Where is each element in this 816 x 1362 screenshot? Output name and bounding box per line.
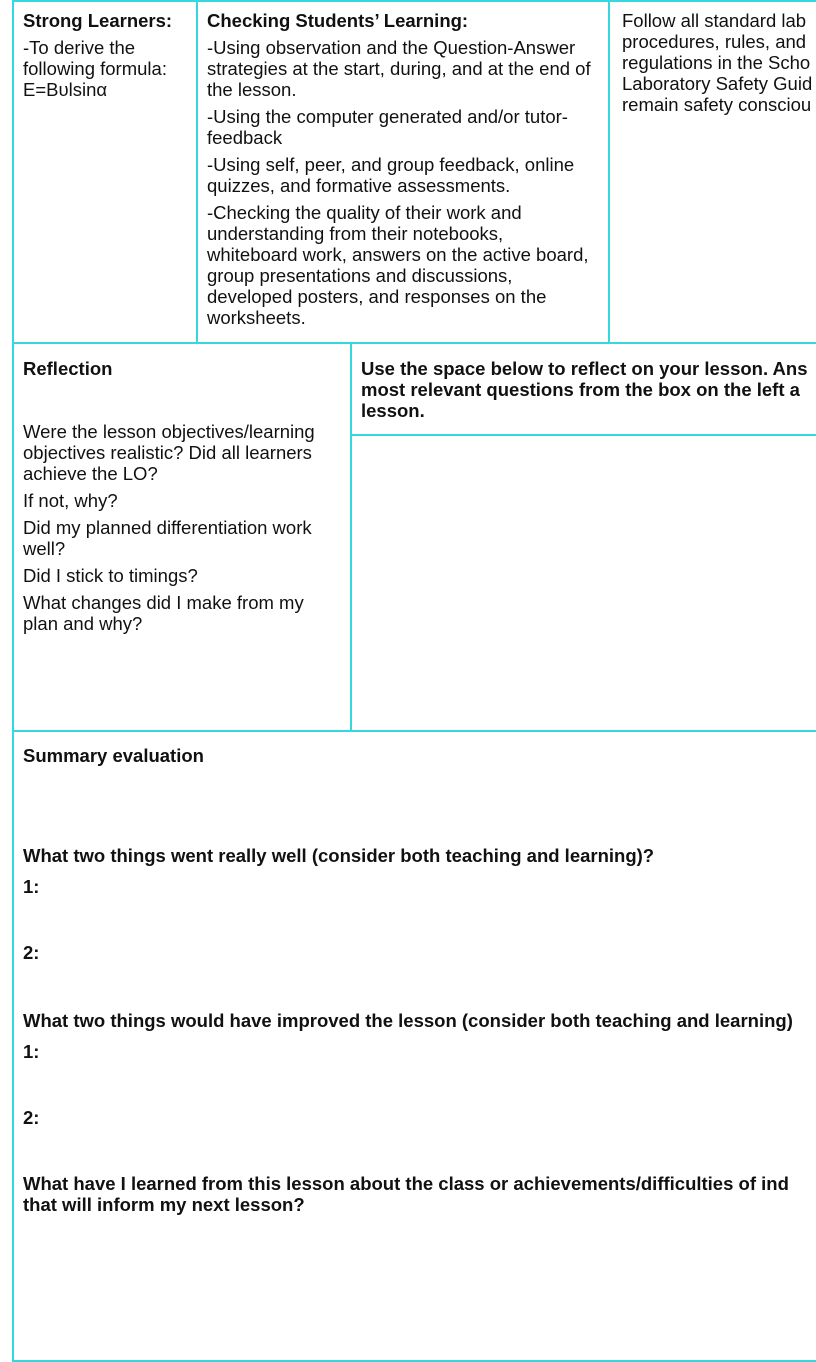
reflection-prompt-line: lesson.	[361, 400, 425, 421]
checking-item: -Using self, peer, and group feedback, online quizzes, and formative assessments.	[207, 154, 575, 196]
reflection-questions-cell	[12, 342, 352, 732]
reflection-prompt-line: most relevant questions from the box on the left a	[361, 379, 800, 400]
reflection-prompt-line: Use the space below to reflect on your lesson. Ans	[361, 358, 808, 379]
checking-learning-title: Checking Students’ Learning:	[207, 10, 469, 31]
question-improved: What two things would have improved the lesson (consider both teaching and learning)	[23, 1010, 793, 1031]
went-well-item-1: 1:	[23, 876, 40, 897]
improved-item-2: 2:	[23, 1107, 40, 1128]
strong-learners-body: -To derive the following formula:	[23, 37, 167, 79]
reflection-answer-area[interactable]	[350, 434, 816, 732]
question-went-well: What two things went really well (consider both teaching and learning)?	[23, 845, 655, 866]
safety-line: Follow all standard lab	[622, 10, 807, 31]
reflection-question: If not, why?	[23, 490, 118, 511]
checking-item: -Using observation and the Question-Answer strategies at the start, during, and at the end of the lesson.	[207, 37, 591, 100]
reflection-question: What changes did I make from my plan and why?	[23, 592, 304, 634]
summary-title: Summary evaluation	[23, 745, 204, 766]
checking-item: -Using the computer generated and/or tutor-feedback	[207, 106, 568, 148]
strong-learners-title: Strong Learners:	[23, 10, 173, 31]
strong-learners-formula: E=Bυlsinα	[23, 79, 108, 100]
safety-line: procedures, rules, and	[622, 31, 807, 52]
summary-evaluation-cell	[12, 730, 816, 1362]
reflection-title: Reflection	[23, 358, 113, 379]
checking-item: -Checking the quality of their work and understanding from their notebooks, whiteboard work, answers on the active board, group presentations and discussions, developed posters, and responses on the worksheets.	[207, 202, 589, 328]
reflection-question: Did my planned differentiation work well?	[23, 517, 312, 559]
strong-learners-cell	[12, 0, 198, 344]
safety-cell	[608, 0, 816, 344]
checking-learning-cell	[196, 0, 610, 344]
safety-line: remain safety consciou	[622, 94, 812, 115]
went-well-item-2: 2:	[23, 942, 40, 963]
improved-item-1: 1:	[23, 1041, 40, 1062]
safety-line: regulations in the Scho	[622, 52, 811, 73]
reflection-prompt-cell	[350, 342, 816, 436]
question-learned-line: What have I learned from this lesson about the class or achievements/difficulties of ind	[23, 1173, 789, 1194]
reflection-question: Did I stick to timings?	[23, 565, 198, 586]
safety-line: Laboratory Safety Guid	[622, 73, 813, 94]
question-learned-line: that will inform my next lesson?	[23, 1194, 305, 1215]
reflection-question: Were the lesson objectives/learning objectives realistic? Did all learners achieve the LO?	[23, 421, 315, 484]
